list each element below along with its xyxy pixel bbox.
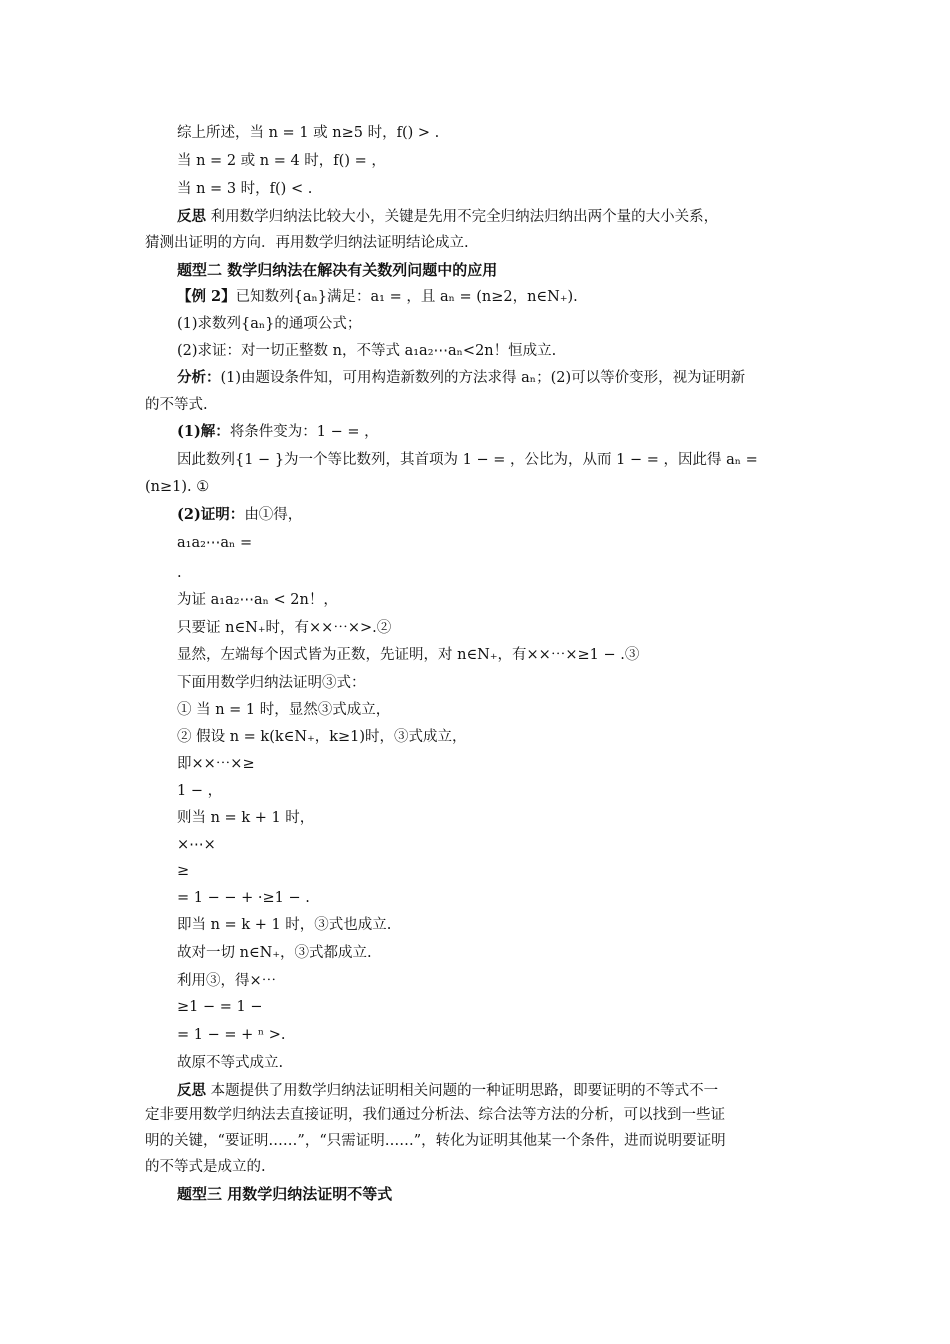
proof-line-i: 即××⋯×≥ — [177, 756, 255, 772]
reflection-1-line-1 — [177, 207, 810, 227]
solution-label: (1)解： — [177, 423, 230, 440]
proof-line-then: 则当 n = k + 1 时， — [177, 810, 315, 826]
proof-line-geq: ≥ — [177, 863, 190, 879]
reflection-text: 利用数学归纳法比较大小，关键是先用不完全归纳法归纳出两个量的大小关系， — [210, 209, 719, 225]
summary-line-1: 综上所述，当 n = 1 或 n≥5 时，f() > . — [177, 125, 440, 141]
reflection-label: 反思 — [177, 1082, 206, 1099]
example-label: 【例 2】 — [177, 288, 236, 305]
proof-step-hypothesis: ② 假设 n = k(k∈N₊，k≥1)时，③式成立， — [177, 729, 467, 745]
analysis-text: (1)由题设条件知，可用构造新数列的方法求得 aₙ；(2)可以等价变形，视为证明新 — [220, 370, 746, 386]
reflection-2-line-1 — [177, 1081, 810, 1101]
analysis-label: 分析： — [177, 369, 221, 386]
proof-text: 由①得， — [244, 507, 303, 523]
reflection-label: 反思 — [177, 208, 206, 225]
proof-step-base: ① 当 n = 1 时，显然③式成立， — [177, 702, 391, 718]
proof-line-suffices: 只要证 n∈N₊时，有××⋯×>.② — [177, 620, 392, 636]
proof-conclusion: 故原不等式成立. — [177, 1055, 284, 1071]
solution-1-line-3: (n≥1). ① — [145, 479, 210, 495]
proof-line-period: . — [177, 565, 182, 581]
solution-text: 将条件变为：1 − = ， — [229, 424, 379, 440]
proof-line-using: 利用③，得×⋯ — [177, 973, 277, 989]
proof-line-obviously: 显然，左端每个因式皆为正数，先证明，对 n∈N₊，有××⋯×≥1 − .③ — [177, 647, 640, 663]
summary-line-3: 当 n = 3 时，f() < . — [177, 181, 313, 197]
example-2-part-1: (1)求数列{aₙ}的通项公式； — [177, 316, 362, 332]
proof-line-for-all: 故对一切 n∈N₊，③式都成立. — [177, 945, 372, 961]
proof-label: (2)证明： — [177, 506, 245, 523]
analysis-line-1 — [177, 368, 810, 388]
analysis-line-2: 的不等式. — [145, 397, 208, 413]
reflection-1-line-2: 猜测出证明的方向．再用数学归纳法证明结论成立. — [145, 235, 469, 251]
section-heading-3: 题型三 用数学归纳法证明不等式 — [177, 1185, 393, 1203]
solution-1-line — [177, 422, 810, 442]
solution-1-line-2: 因此数列{1 − }为一个等比数列，其首项为 1 − = ，公比为，从而 1 − = ，因此得 aₙ = — [177, 452, 758, 468]
reflection-text: 本题提供了用数学归纳法证明相关问题的一种证明思路，即要证明的不等式不一 — [210, 1083, 719, 1099]
proof-line-product: a₁a₂⋯aₙ = — [177, 535, 253, 551]
section-heading-2: 题型二 数学归纳法在解决有关数列问题中的应用 — [177, 261, 498, 279]
proof-line-equals: = 1 − − + ·≥1 − . — [177, 890, 310, 906]
proof-line-equals-2: = 1 − = + ⁿ >. — [177, 1027, 286, 1043]
reflection-2-line-3: 明的关键，“要证明……”，“只需证明……”，转化为证明其他某一个条件，进而说明要证明 — [145, 1133, 726, 1149]
summary-line-2: 当 n = 2 或 n = 4 时，f() = ， — [177, 153, 386, 169]
proof-line-induction: 下面用数学归纳法证明③式： — [177, 675, 366, 691]
reflection-2-line-2: 定非要用数学归纳法去直接证明，我们通过分析法、综合法等方法的分析，可以找到一些证 — [145, 1107, 725, 1123]
example-text: 已知数列{aₙ}满足：a₁ = ，且 aₙ = (n≥2，n∈N₊). — [235, 289, 578, 305]
proof-line-one-minus: 1 − ， — [177, 783, 223, 799]
example-2-statement — [177, 287, 810, 307]
proof-intro — [177, 505, 810, 525]
proof-line-to-prove: 为证 a₁a₂⋯aₙ < 2n！， — [177, 592, 338, 608]
proof-line-geq-2: ≥1 − = 1 − — [177, 999, 263, 1015]
reflection-2-line-4: 的不等式是成立的. — [145, 1159, 266, 1175]
proof-line-product-2: ×⋯× — [177, 837, 216, 853]
proof-line-also-holds: 即当 n = k + 1 时，③式也成立. — [177, 917, 392, 933]
example-2-part-2: (2)求证：对一切正整数 n，不等式 a₁a₂⋯aₙ<2n！恒成立. — [177, 343, 557, 359]
